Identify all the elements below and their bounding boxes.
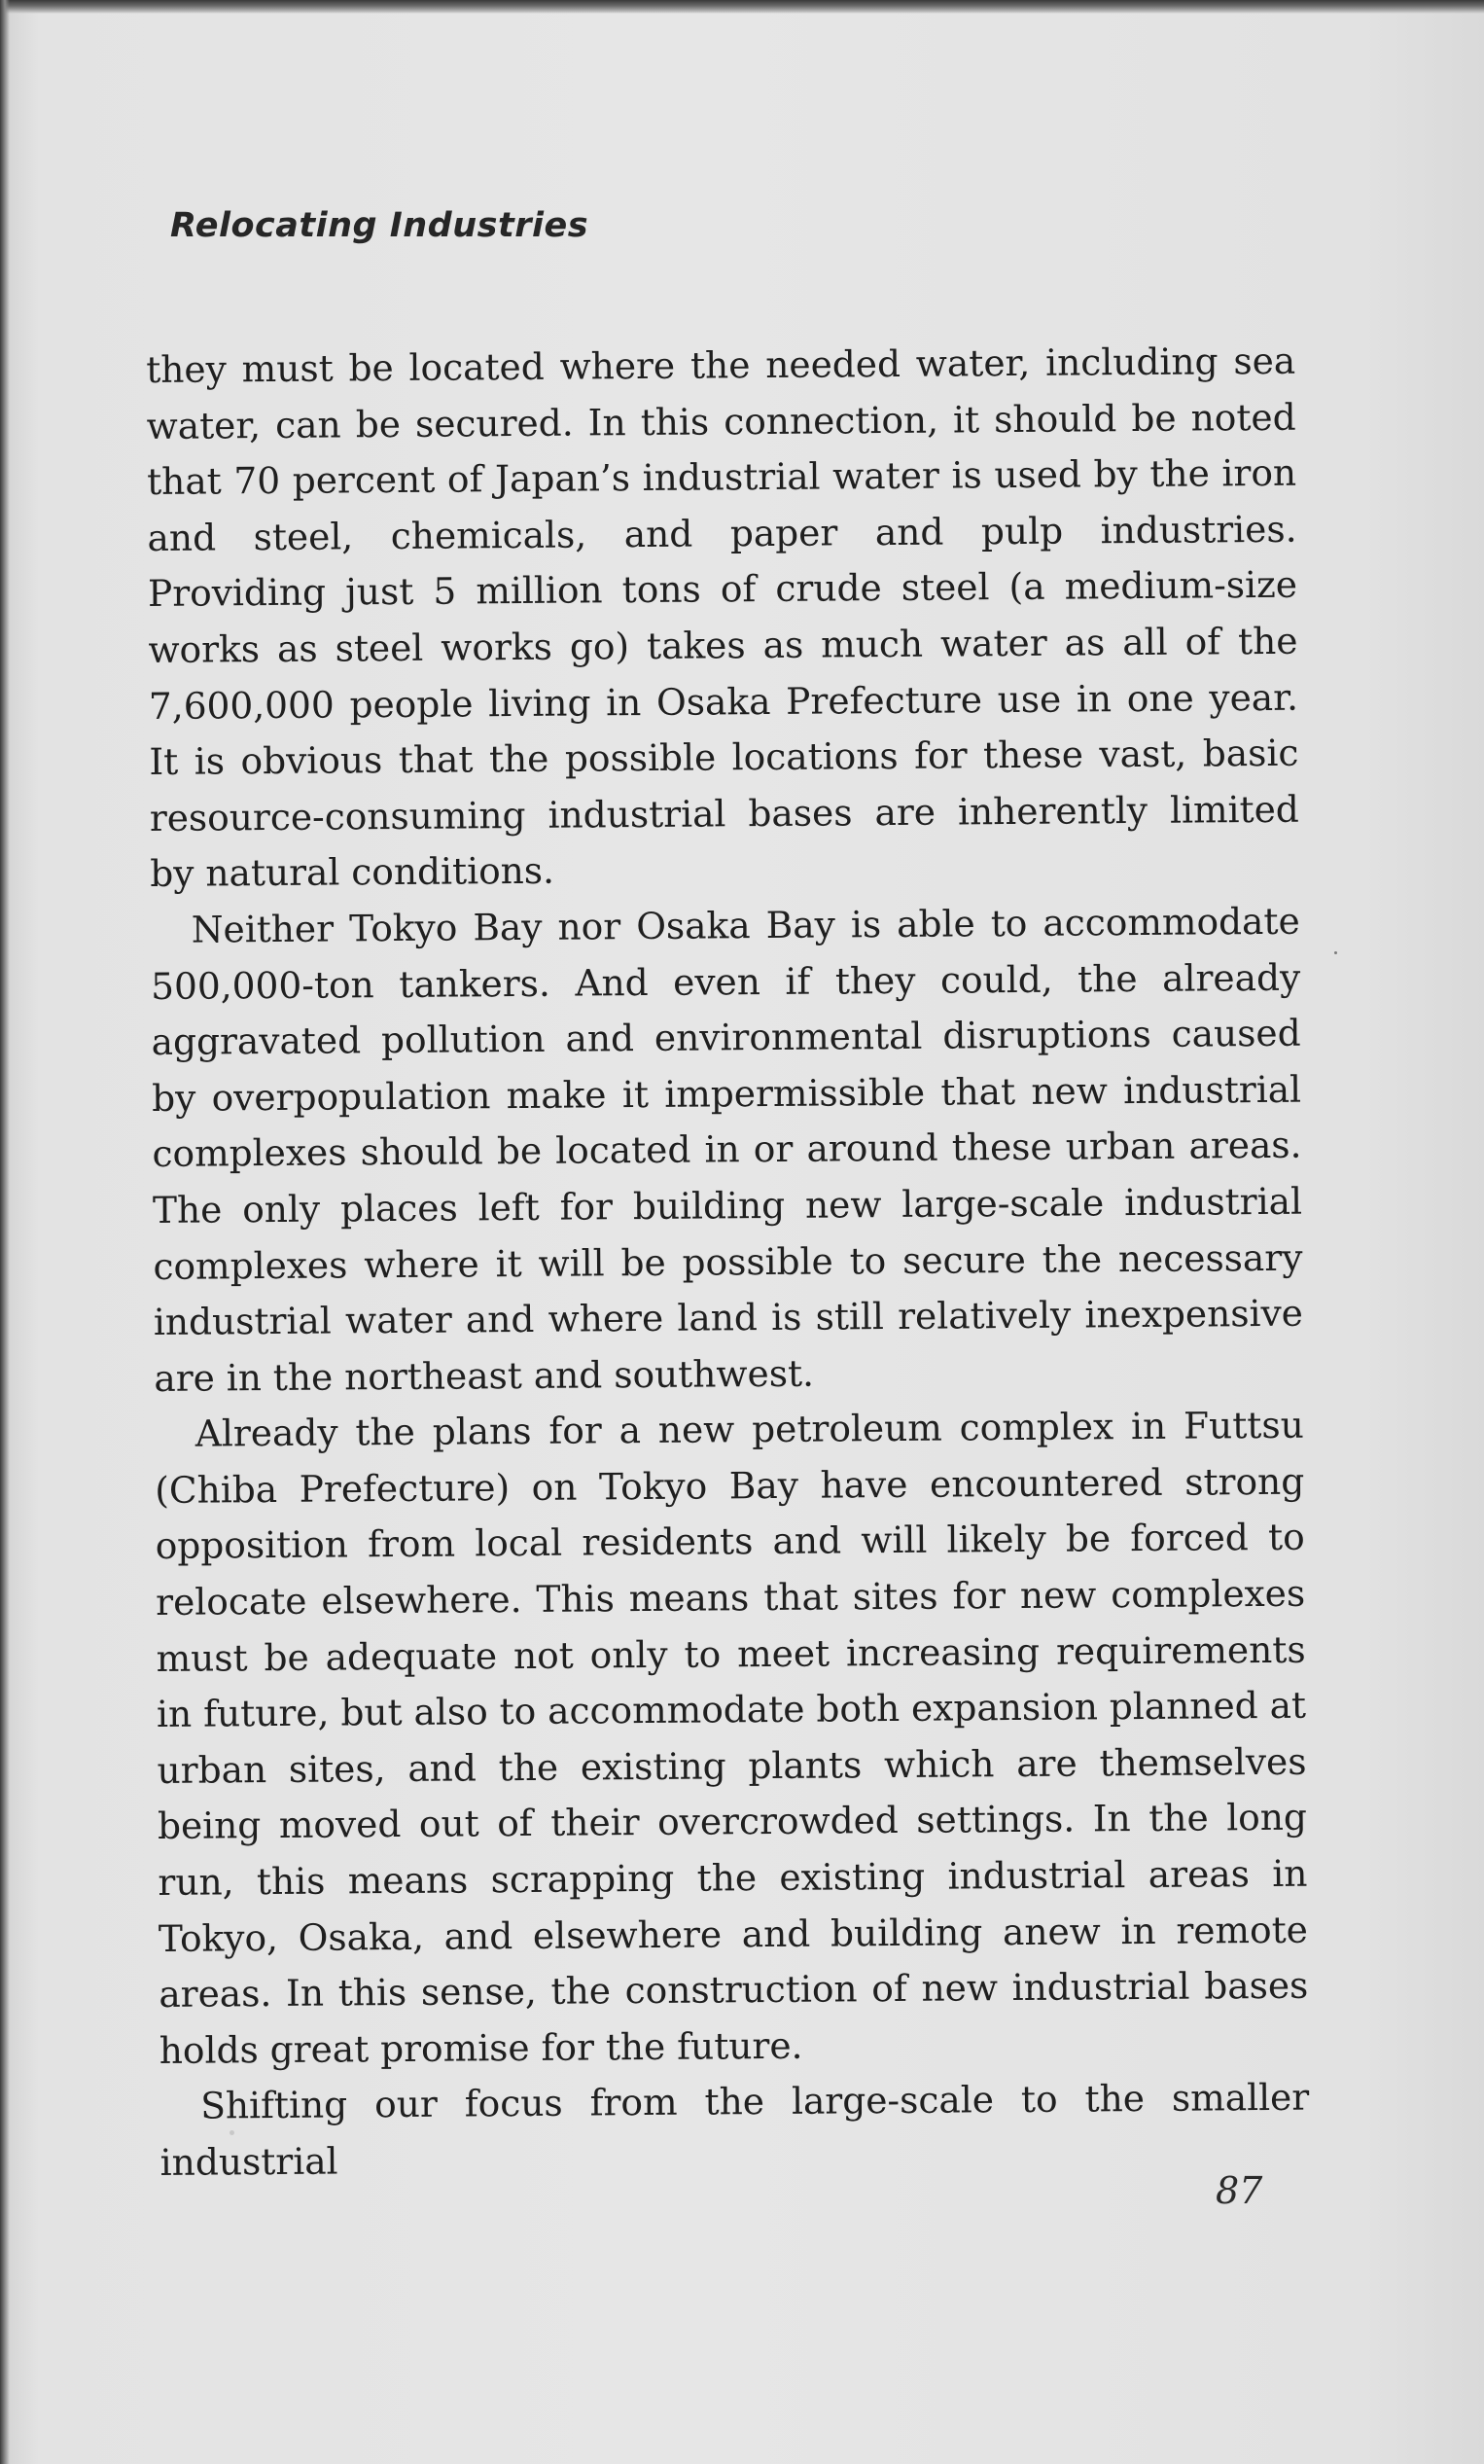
paper-speck bbox=[230, 2130, 234, 2135]
paragraph-1: they must be located where the needed water, including sea water, can be secured. In this connection, it should be noted that 70 percent of Japan’s industrial water is used by the iron and steel, chemicals, and paper and pulp industries. Providing just 5 million tons of crude steel (a medium-size works as steel works go) takes as much water as all of the 7,600,000 people living in Osaka Prefecture use in one year. It is obvious that the possible locations for these vast, basic resource-consuming industrial bases are inherently limited by natural conditions. bbox=[146, 339, 1299, 896]
paragraph-4: Shifting our focus from the large-scale to the smaller industrial bbox=[159, 2076, 1310, 2184]
paragraph-3: Already the plans for a new petroleum complex in Futtsu (Chiba Prefecture) on Tokyo Bay have encountered strong opposition from local residents and will likely be forced to relocate elsewhere. This means that sites for new complexes must be adequate not only to meet increasing requirements in future, but also to accommodate both expansion planned at urban sites, and the existing plants which are themselves being moved out of their overcrowded settings. In the long run, this means scrapping the existing industrial areas in Tokyo, Osaka, and elsewhere and building anew in remote areas. In this sense, the construction of new industrial bases holds great promise for the future. bbox=[155, 1403, 1309, 2072]
paragraph-2: Neither Tokyo Bay nor Osaka Bay is able to accommodate 500,000-ton tankers. And even if they could, the already aggravated pollution and environmental disruptions caused by overpopulation make it impermissible that new industrial complexes should be located in or around these urban areas. The only places left for building new large-scale industrial complexes where it will be possible to secure the necessary industrial water and where land is still relatively inexpensive are in the northeast and southwest. bbox=[151, 899, 1304, 1400]
page-binding-edge-shadow bbox=[0, 0, 10, 2464]
paper-speck bbox=[1334, 951, 1337, 954]
page-top-edge-shadow bbox=[0, 0, 1484, 14]
running-head: Relocating Industries bbox=[170, 206, 589, 245]
page-number: 87 bbox=[1216, 2169, 1263, 2212]
body-text bbox=[146, 334, 1310, 2192]
